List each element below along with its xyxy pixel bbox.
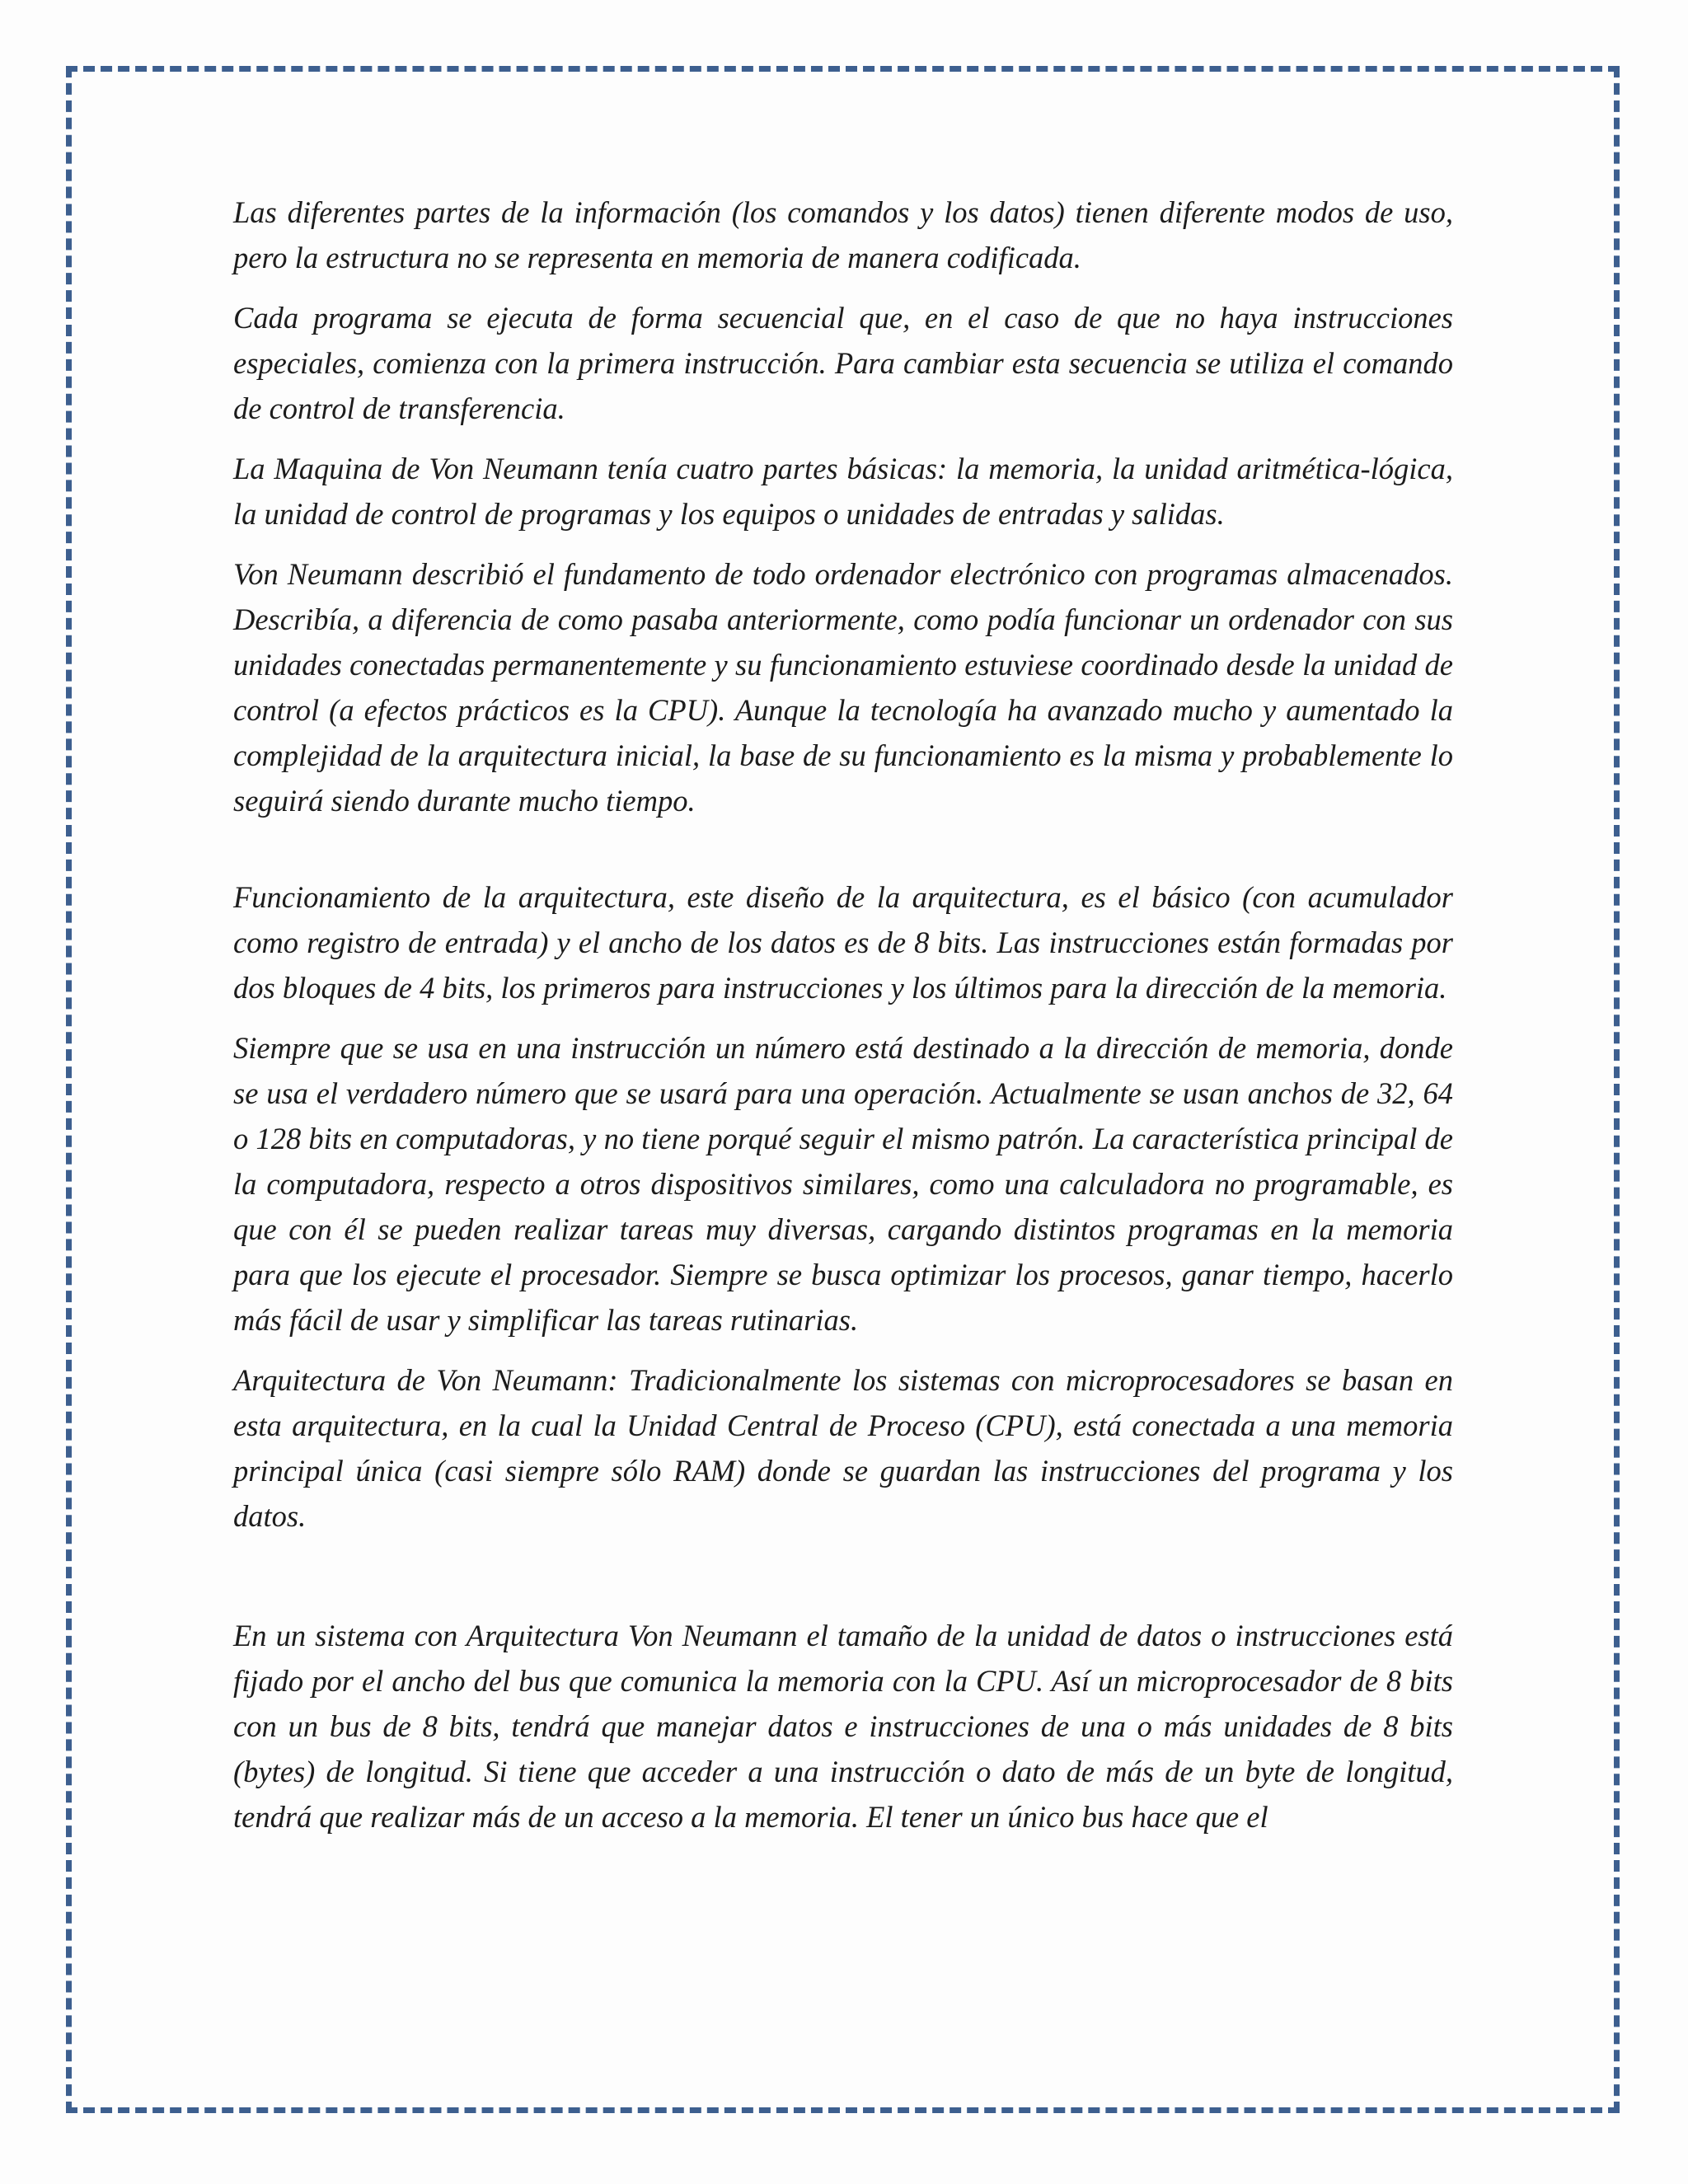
paragraph-information-parts: Las diferentes partes de la información (los comandos y los datos) tienen diferente modos de uso, pero la estructura no se representa en memoria de manera codificada.	[233, 195, 1453, 274]
paragraph-bus-width: En un sistema con Arquitectura Von Neumann el tamaño de la unidad de datos o instrucciones está fijado por el ancho del bus que comunica la memoria con la CPU. Así un microprocesador de 8 bits con un bus de 8 bits, tendrá que manejar datos e instrucciones de una o más unidades de 8 bits (bytes) de longitud. Si tiene que acceder a una instrucción o dato de más de un byte de longitud, tendrá que realizar más de un acceso a la memoria. El tener un único bus hace que el	[233, 1619, 1453, 1834]
document-body	[233, 190, 1453, 1854]
paragraph-machine-parts: La Maquina de Von Neumann tenía cuatro partes básicas: la memoria, la unidad aritmética-lógica, la unidad de control de programas y los equipos o unidades de entradas y salidas.	[233, 452, 1453, 531]
paragraph-architecture-operation: Funcionamiento de la arquitectura, este diseño de la arquitectura, es el básico (con acumulador como registro de entrada) y el ancho de los datos es de 8 bits. Las instrucciones están formadas por dos bloques de 4 bits, los primeros para instrucciones y los últimos para la dirección de la memoria.	[233, 880, 1453, 1005]
paragraph-von-neumann-architecture: Arquitectura de Von Neumann: Tradicionalmente los sistemas con microprocesadores se basan en esta arquitectura, en la cual la Unidad Central de Proceso (CPU), está conectada a una memoria principal única (casi siempre sólo RAM) donde se guardan las instrucciones del programa y los datos.	[233, 1363, 1453, 1533]
paragraph-sequential-execution: Cada programa se ejecuta de forma secuencial que, en el caso de que no haya instrucciones especiales, comienza con la primera instrucción. Para cambiar esta secuencia se utiliza el comando de control de transferencia.	[233, 301, 1453, 425]
paragraph-stored-programs: Von Neumann describió el fundamento de todo ordenador electrónico con programas almacenados. Describía, a diferencia de como pasaba anteriormente, como podía funcionar un ordenador con sus unidades conectadas permanentemente y su funcionamiento estuviese coordinado desde la unidad de control (a efectos prácticos es la CPU). Aunque la tecnología ha avanzado mucho y aumentado la complejidad de la arquitectura inicial, la base de su funcionamiento es la misma y probablemente lo seguirá siendo durante mucho tiempo.	[233, 557, 1453, 818]
paragraph-memory-addressing: Siempre que se usa en una instrucción un número está destinado a la dirección de memoria, donde se usa el verdadero número que se usará para una operación. Actualmente se usan anchos de 32, 64 o 128 bits en computadoras, y no tiene porqué seguir el mismo patrón. La característica principal de la computadora, respecto a otros dispositivos similares, como una calculadora no programable, es que con él se pueden realizar tareas muy diversas, cargando distintos programas en la memoria para que los ejecute el procesador. Siempre se busca optimizar los procesos, ganar tiempo, hacerlo más fácil de usar y simplificar las tareas rutinarias.	[233, 1031, 1453, 1337]
